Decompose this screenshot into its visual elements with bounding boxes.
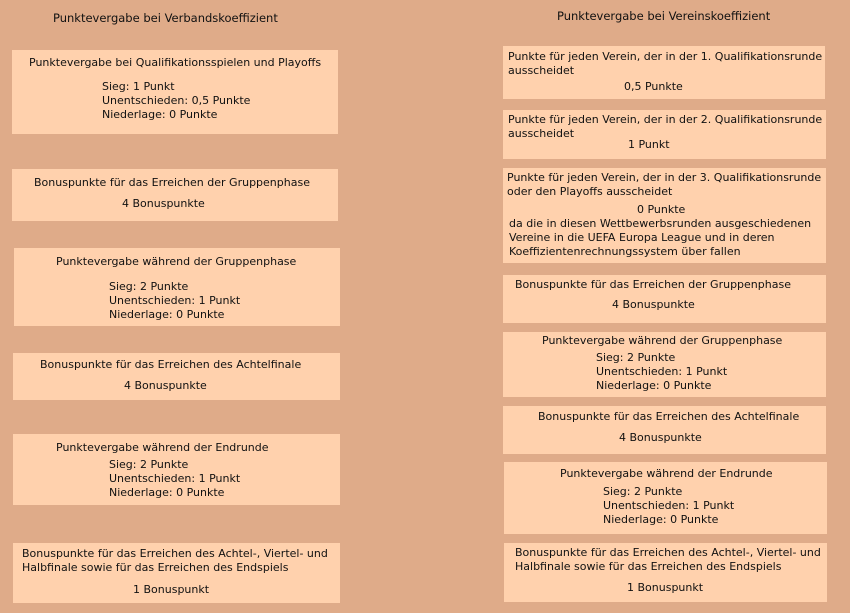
note-line-1: da die in diesen Wettbewerbsrunden ausgeschiedenen: [509, 217, 812, 230]
points-line: Sieg: 1 Punkt: [102, 80, 175, 93]
points-line: 4 Bonuspunkte: [124, 379, 207, 392]
right-box-third-qualifying-round: [503, 168, 826, 263]
points-line: Sieg: 2 Punkte: [596, 351, 676, 364]
right-box-group-stage-bonus: [503, 275, 826, 323]
points-line: Unentschieden: 0,5 Punkte: [102, 94, 251, 107]
right-box-final-round-points: [504, 462, 827, 534]
right-box-round-of-16-bonus: [503, 406, 826, 454]
points-line: Niederlage: 0 Punkte: [109, 486, 225, 499]
box-title: Punktevergabe während der Gruppenphase: [542, 334, 783, 347]
points-line: Sieg: 2 Punkte: [109, 280, 189, 293]
points-line: 4 Bonuspunkte: [122, 197, 205, 210]
right-box-first-qualifying-round: [503, 46, 825, 99]
points-line: 4 Bonuspunkte: [612, 298, 695, 311]
points-line: Niederlage: 0 Punkte: [603, 513, 719, 526]
box-title-line-1: Bonuspunkte für das Erreichen des Achtel-, Viertel- und: [515, 546, 821, 559]
points-line: Niederlage: 0 Punkte: [596, 379, 712, 392]
points-line: 0,5 Punkte: [624, 80, 683, 93]
box-title-line-1: Bonuspunkte für das Erreichen des Achtel-, Viertel- und: [22, 547, 328, 560]
box-title: Bonuspunkte für das Erreichen der Gruppenphase: [515, 278, 791, 291]
points-line: Unentschieden: 1 Punkt: [596, 365, 728, 378]
box-title-line-1: Punkte für jeden Verein, der in der 3. Qualifikationsrunde: [507, 171, 822, 184]
left-column-heading: Punktevergabe bei Verbandskoeffizient: [53, 11, 278, 25]
points-line: Unentschieden: 1 Punkt: [109, 472, 241, 485]
box-title-line-1: Punkte für jeden Verein, der in der 2. Qualifikationsrunde: [508, 113, 823, 126]
points-line: Sieg: 2 Punkte: [109, 458, 189, 471]
box-title: Bonuspunkte für das Erreichen des Achtelfinale: [40, 358, 302, 371]
right-box-knockout-bonus: [504, 543, 827, 602]
left-box-round-of-16-bonus: [13, 353, 340, 400]
box-title: Punktevergabe während der Gruppenphase: [56, 255, 297, 268]
box-title-line-2: Halbfinale sowie für das Erreichen des Endspiels: [22, 561, 289, 574]
right-box-second-qualifying-round: [503, 110, 826, 159]
box-title-line-2: Halbfinale sowie für das Erreichen des Endspiels: [515, 560, 782, 573]
points-line: Niederlage: 0 Punkte: [102, 108, 218, 121]
box-title: Punktevergabe während der Endrunde: [56, 441, 269, 454]
points-line: 1 Punkt: [628, 138, 670, 151]
box-title: Bonuspunkte für das Erreichen der Gruppenphase: [34, 176, 310, 189]
right-box-group-stage-points: [503, 332, 826, 397]
left-box-knockout-bonus: [13, 543, 340, 603]
box-title: Punktevergabe während der Endrunde: [560, 467, 773, 480]
left-box-final-round-points: [13, 434, 340, 505]
note-line-3: Koeffizientenrechnungssystem über fallen: [509, 245, 741, 258]
box-title-line-2: ausscheidet: [508, 127, 575, 140]
left-box-qualification-points: [12, 50, 338, 134]
points-line: Unentschieden: 1 Punkt: [603, 499, 735, 512]
points-line: 0 Punkte: [637, 203, 686, 216]
points-line: 1 Bonuspunkt: [627, 581, 704, 594]
points-line: Sieg: 2 Punkte: [603, 485, 683, 498]
box-title-line-2: ausscheidet: [508, 64, 575, 77]
box-title: Punktevergabe bei Qualifikationsspielen und Playoffs: [29, 56, 322, 69]
right-column-heading: Punktevergabe bei Vereinskoeffizient: [557, 9, 771, 23]
box-title: Bonuspunkte für das Erreichen des Achtelfinale: [538, 410, 800, 423]
points-line: Niederlage: 0 Punkte: [109, 308, 225, 321]
left-box-group-stage-bonus: [12, 169, 338, 221]
left-box-group-stage-points: [14, 248, 340, 326]
points-line: 1 Bonuspunkt: [133, 583, 210, 596]
note-line-2: Vereine in die UEFA Europa League und in deren: [509, 231, 775, 244]
box-title-line-2: oder den Playoffs ausscheidet: [507, 185, 673, 198]
points-line: 4 Bonuspunkte: [619, 431, 702, 444]
box-title-line-1: Punkte für jeden Verein, der in der 1. Qualifikationsrunde: [508, 50, 823, 63]
points-line: Unentschieden: 1 Punkt: [109, 294, 241, 307]
